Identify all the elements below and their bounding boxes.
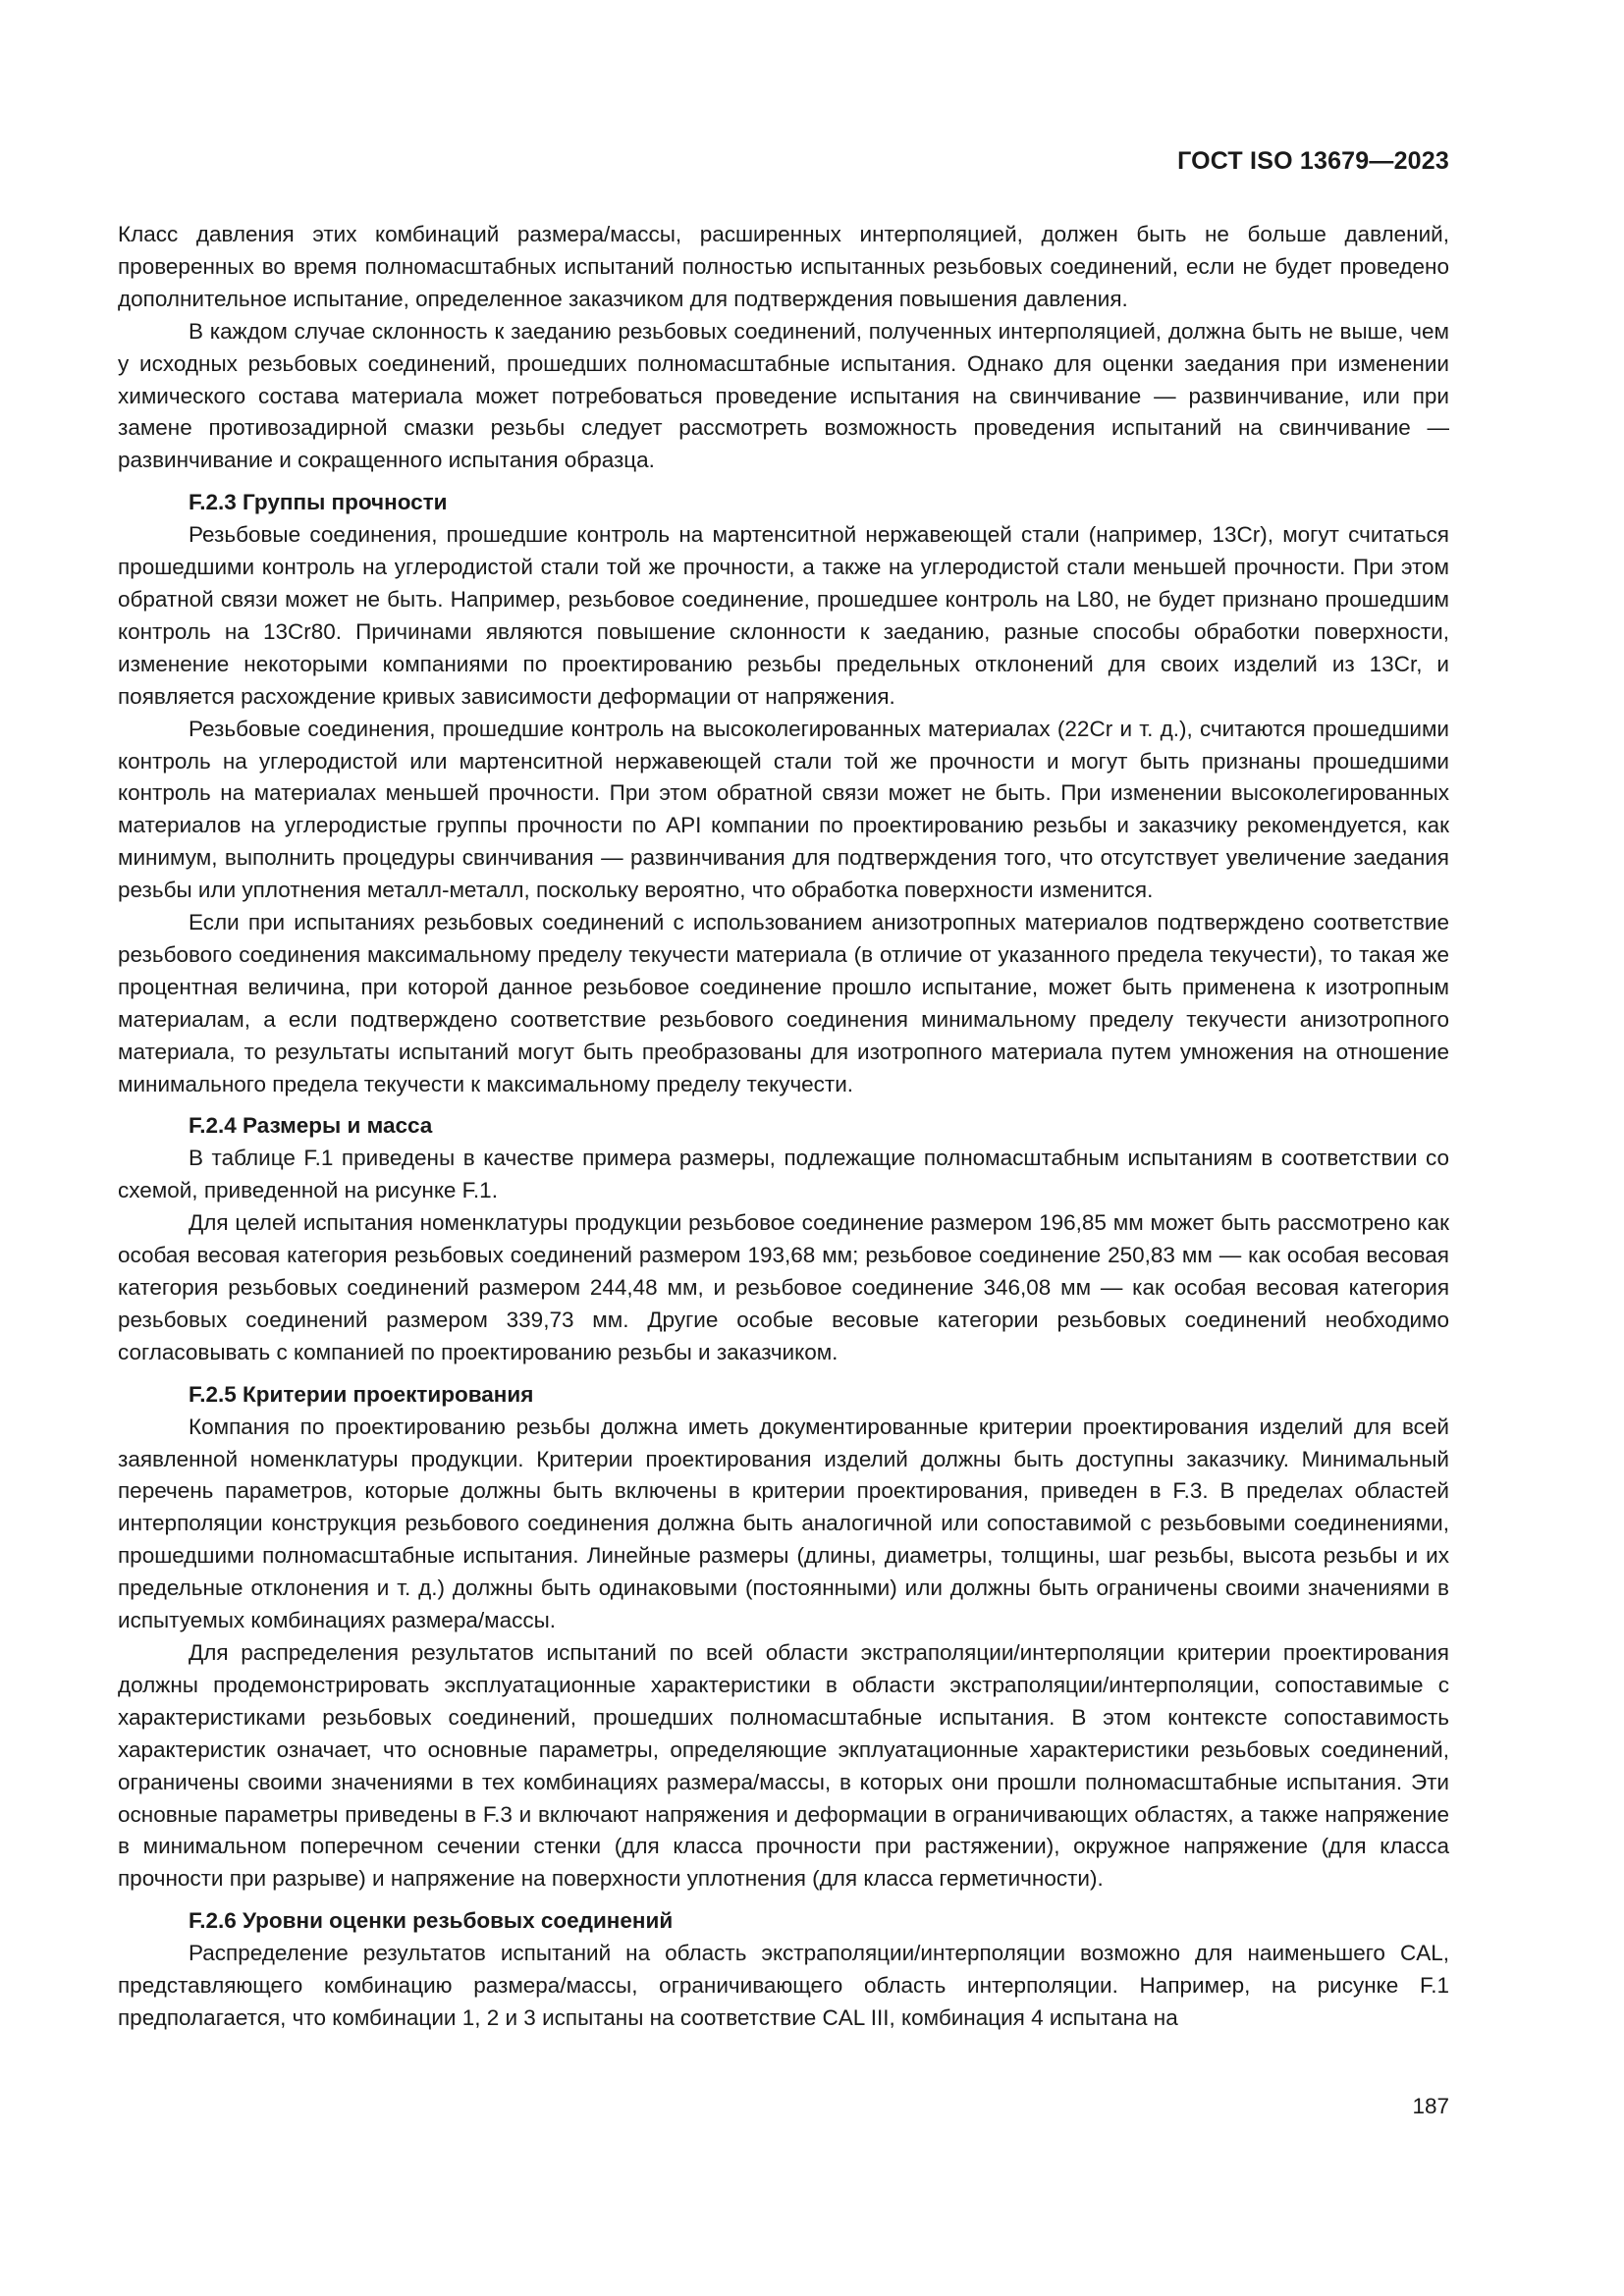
paragraph: Резьбовые соединения, прошедшие контроль на высоколегированных материалах (22Cr и т. д.), считаются прошедшими контроль на углеродистой или мартенситной нержавеющей стали той же прочности и могут быть признаны прошедшими контроль на материалах меньшей прочности. При этом обратной связи может не быть. При изменении высоколегированных материалов на углеродистые группы прочности по API компании по проектированию резьбы и заказчику рекомендуется, как минимум, выполнить процедуры свинчивания — развинчивания для подтверждения того, что отсутствует увеличение заедания резьбы или уплотнения металл-металл, поскольку вероятно, что обработка поверхности изменится. — [118, 716, 1449, 903]
document-body — [118, 219, 1449, 2035]
document-page — [118, 0, 1449, 2296]
paragraph: В каждом случае склонность к заеданию резьбовых соединений, полученных интерполяцией, должна быть не выше, чем у исходных резьбовых соединений, прошедших полномасштабные испытания. Однако для оценки заедания при изменении химического состава материала может потребоваться проведение испытания на свинчивание — развинчивание, или при замене противозадирной смазки резьбы следует рассмотреть возможность проведения испытаний на свинчивание — развинчивание и сокращенного испытания образца. — [118, 318, 1449, 473]
document-code-header: ГОСТ ISO 13679—2023 — [1177, 147, 1449, 175]
paragraph: Распределение результатов испытаний на область экстраполяции/интерполяции возможно для наименьшего CAL, представляющего комбинацию размера/массы, ограничивающего область интерполяции. Например, на рисунке F.1 предполагается, что комбинации 1, 2 и 3 испытаны на соответствие CAL III, комбинация 4 испытана на — [118, 1941, 1449, 2030]
section-heading: F.2.6 Уровни оценки резьбовых соединений — [189, 1908, 674, 1934]
paragraph: Для целей испытания номенклатуры продукции резьбовое соединение размером 196,85 мм может быть рассмотрено как особая весовая категория резьбовых соединений размером 193,68 мм; резьбовое соединение 250,83 мм — как особая весовая категория резьбовых соединений размером 244,48 мм, и резьбовое соединение 346,08 мм — как особая весовая категория резьбовых соединений размером 339,73 мм. Другие особые весовые категории резьбовых соединений необходимо согласовывать с компанией по проектированию резьбы и заказчиком. — [118, 1210, 1449, 1364]
section-heading: F.2.5 Критерии проектирования — [189, 1381, 534, 1407]
paragraph: Компания по проектированию резьбы должна иметь документированные критерии проектирования изделий для всей заявленной номенклатуры продукции. Критерии проектирования изделий должны быть доступны заказчику. Минимальный перечень параметров, которые должны быть включены в критерии проектирования, приведен в F.3. В пределах областей интерполяции конструкция резьбового соединения должна быть аналогичной или сопоставимой с резьбовыми соединениями, прошедшими полномасштабные испытания. Линейные размеры (длины, диаметры, толщины, шаг резьбы, высота резьбы и их предельные отклонения и т. д.) должны быть одинаковыми (постоянными) или должны быть ограничены своими значениями в испытуемых комбинациях размера/массы. — [118, 1414, 1449, 1633]
paragraph: В таблице F.1 приведены в качестве примера размеры, подлежащие полномасштабным испытаниям в соответствии со схемой, приведенной на рисунке F.1. — [118, 1146, 1449, 1203]
paragraph: Класс давления этих комбинаций размера/массы, расширенных интерполяцией, должен быть не больше давлений, проверенных во время полномасштабных испытаний полностью испытанных резьбовых соединений, если не будет проведено дополнительное испытание, определенное заказчиком для подтверждения повышения давления. — [118, 222, 1449, 311]
page-number: 187 — [1412, 2094, 1449, 2118]
section-heading: F.2.3 Группы прочности — [189, 490, 448, 515]
section-heading: F.2.4 Размеры и масса — [189, 1113, 433, 1139]
paragraph: Для распределения результатов испытаний по всей области экстраполяции/интерполяции критерии проектирования должны продемонстрировать эксплуатационные характеристики в области экстраполяции/интерполяции, сопоставимые с характеристиками резьбовых соединений, прошедших полномасштабные испытания. В этом контексте сопоставимость характеристик означает, что основные параметры, определяющие экплуатационные характеристики резьбовых соединений, ограничены своими значениями в тех комбинациях размера/массы, в которых они прошли полномасштабные испытания. Эти основные параметры приведены в F.3 и включают напряжения и деформации в ограничивающих областях, а также напряжение в минимальном поперечном сечении стенки (для класса прочности при растяжении), окружное напряжение (для класса прочности при разрыве) и напряжение на поверхности уплотнения (для класса герметичности). — [118, 1639, 1449, 1892]
paragraph: Если при испытаниях резьбовых соединений с использованием анизотропных материалов подтверждено соответствие резьбового соединения максимальному пределу текучести материала (в отличие от указанного предела текучести), то такая же процентная величина, при которой данное резьбовое соединение прошло испытание, может быть применена к изотропным материалам, а если подтверждено соответствие резьбового соединения минимальному пределу текучести анизотропного материала, то результаты испытаний могут быть преобразованы для изотропного материала путем умножения на отношение минимального предела текучести к максимальному пределу текучести. — [118, 910, 1449, 1096]
paragraph: Резьбовые соединения, прошедшие контроль на мартенситной нержавеющей стали (например, 13Cr), могут считаться прошедшими контроль на углеродистой стали той же прочности, а также на углеродистой стали меньшей прочности. При этом обратной связи может не быть. Например, резьбовое соединение, прошедшее контроль на L80, не будет признано прошедшим контроль на 13Cr80. Причинами являются повышение склонности к заеданию, разные способы обработки поверхности, изменение некоторыми компаниями по проектированию резьбы предельных отклонений для своих изделий из 13Cr, и появляется расхождение кривых зависимости деформации от напряжения. — [118, 522, 1449, 709]
